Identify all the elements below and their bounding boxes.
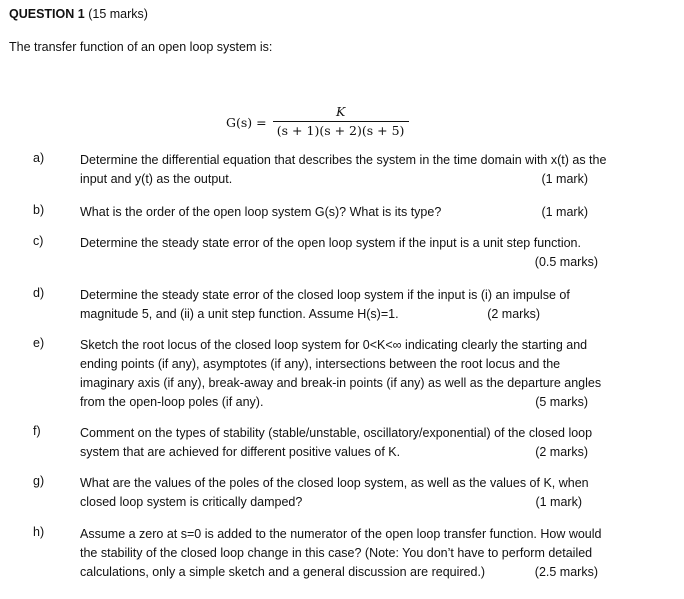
- question-line: ending points (if any), asymptotes (if any), intersections between the root locus and the: [80, 357, 561, 371]
- question-line: magnitude 5, and (ii) a unit step function. Assume H(s)=1.: [80, 307, 399, 321]
- question-number: QUESTION 1: [9, 7, 85, 21]
- question-heading: [9, 7, 148, 21]
- question-line: system that are achieved for different positive values of K.: [80, 445, 401, 459]
- question-letter: g): [33, 474, 45, 488]
- question-line: Comment on the types of stability (stable/unstable, oscillatory/exponential) of the closed loop: [80, 426, 593, 440]
- question-marks: (2.5 marks): [534, 565, 598, 579]
- question-last-line: [80, 203, 610, 222]
- question-letter: f): [33, 424, 41, 438]
- question-line: input and y(t) as the output.: [80, 172, 233, 186]
- question-marks: (1 mark): [541, 172, 588, 186]
- question-text: [80, 286, 610, 324]
- formula-lhs: G(s) =: [226, 114, 267, 130]
- question-line: Determine the differential equation that describes the system in the time domain with x(t) as the: [80, 153, 607, 167]
- question-last-line: [80, 305, 610, 324]
- question-marks: (5 marks): [535, 395, 588, 409]
- question-marks: (2 marks): [535, 445, 588, 459]
- question-marks: (1 mark): [535, 495, 582, 509]
- question-text: [80, 474, 610, 512]
- question-last-line: [80, 170, 610, 189]
- question-letter: b): [33, 203, 45, 217]
- question-last-line: [80, 493, 610, 512]
- question-last-line: [80, 563, 610, 582]
- question-letter: e): [33, 336, 45, 350]
- question-text: [80, 336, 610, 412]
- question-line: imaginary axis (if any), break-away and break-in points (if any) as well as the departure angles: [80, 376, 602, 390]
- formula-denominator: (s + 1)(s + 2)(s + 5): [276, 122, 405, 138]
- question-line: Determine the steady state error of the open loop system if the input is a unit step function.: [80, 236, 581, 250]
- question-letter: c): [33, 234, 44, 248]
- question-line: What is the order of the open loop system G(s)? What is its type?: [80, 205, 442, 219]
- question-line: Determine the steady state error of the closed loop system if the input is (i) an impulse of: [80, 288, 570, 302]
- question-marks: (0.5 marks): [534, 255, 598, 269]
- question-line: the stability of the closed loop change in this case? (Note: You don’t have to perform detailed: [80, 546, 593, 560]
- question-text: [80, 151, 610, 189]
- question-total-marks: (15 marks): [88, 7, 148, 21]
- question-last-line: [80, 393, 610, 412]
- question-line: Assume a zero at s=0 is added to the numerator of the open loop transfer function. How would: [80, 527, 602, 541]
- question-line: closed loop system is critically damped?: [80, 495, 303, 509]
- question-text: [80, 424, 610, 462]
- question-text: [80, 525, 610, 582]
- intro-text: The transfer function of an open loop system is:: [9, 40, 273, 54]
- question-line: Sketch the root locus of the closed loop system for 0<K<∞ indicating clearly the starting and: [80, 338, 588, 352]
- question-last-line: [80, 443, 610, 462]
- question-letter: a): [33, 151, 45, 165]
- question-text: [80, 234, 610, 272]
- transfer-function-formula: [226, 101, 409, 141]
- question-last-line: [80, 253, 610, 272]
- question-line: What are the values of the poles of the closed loop system, as well as the values of K, when: [80, 476, 589, 490]
- question-letter: d): [33, 286, 45, 300]
- question-marks: (1 mark): [541, 205, 588, 219]
- formula-numerator: K: [335, 103, 346, 119]
- question-line: from the open-loop poles (if any).: [80, 395, 264, 409]
- formula-fraction: [273, 105, 409, 138]
- question-letter: h): [33, 525, 45, 539]
- question-marks: (2 marks): [487, 307, 540, 321]
- question-text: [80, 203, 610, 222]
- question-line: calculations, only a simple sketch and a general discussion are required.): [80, 565, 486, 579]
